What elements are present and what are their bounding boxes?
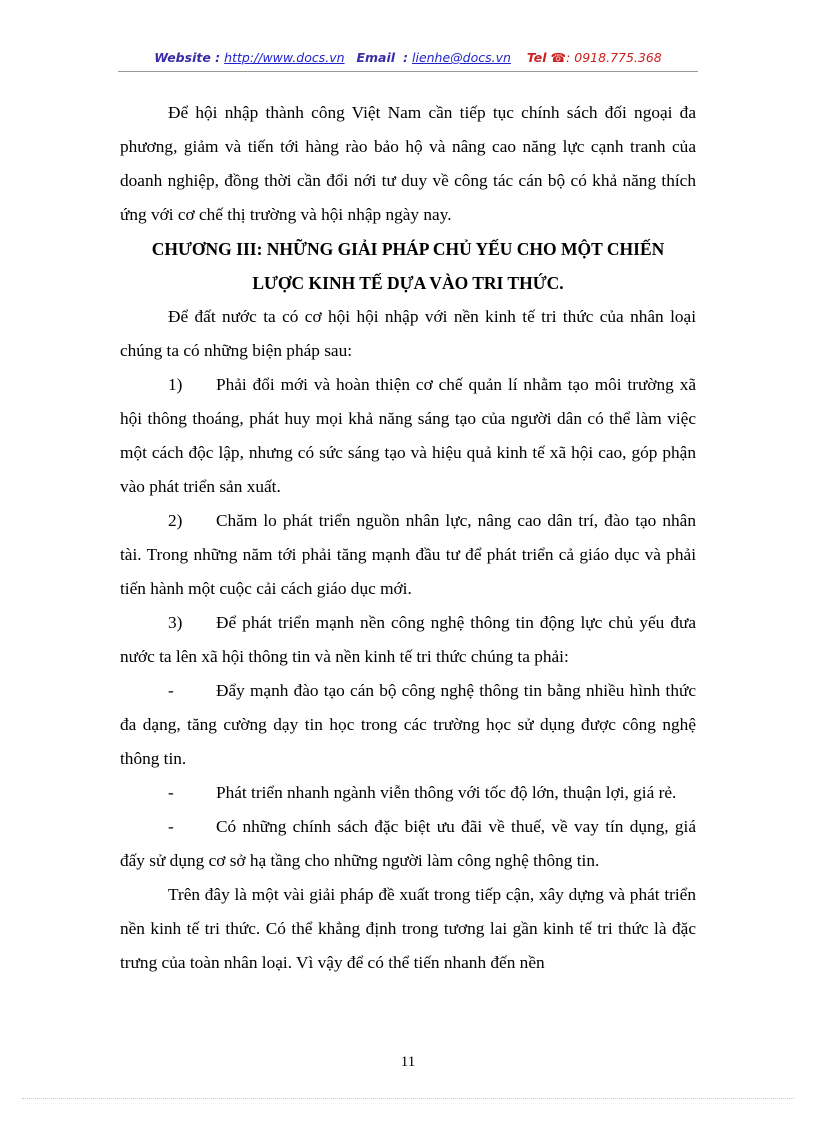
email-label: Email (356, 50, 396, 65)
phone-icon: ☎ (550, 50, 567, 65)
list-marker: 1) (168, 375, 183, 394)
website-label: Website : (154, 50, 221, 65)
tel-label: Tel (526, 50, 547, 65)
list-item (120, 368, 696, 504)
bullet-marker: - (168, 817, 174, 836)
bullet-text: Phát triển nhanh ngành viễn thông với tốc độ lớn, thuận lợi, giá rẻ. (216, 783, 677, 802)
bullet-text: Đẩy mạnh đào tạo cán bộ công nghệ thông tin bằng nhiều hình thức đa dạng, tăng cường dạy tin học trong các trường học sử dụng được công nghệ thông tin. (120, 681, 696, 768)
bullet-marker: - (168, 783, 174, 802)
list-marker: 2) (168, 511, 183, 530)
page-number: 11 (400, 1054, 416, 1070)
paragraph-conclusion: Trên đây là một vài giải pháp đề xuất trong tiếp cận, xây dựng và phát triển nền kinh tế tri thức. Có thể khẳng định trong tương lai gần kinh tế tri thức là đặc trưng của toàn nhân loại. Vì vậy để có thể tiến nhanh đến nền (120, 885, 696, 972)
bullet-item (120, 810, 696, 878)
list-marker: 3) (168, 613, 183, 632)
website-link[interactable]: http://www.docs.vn (224, 50, 345, 65)
list-item-text: Phải đổi mới và hoàn thiện cơ chế quản lí nhằm tạo môi trường xã hội thông thoáng, phát huy mọi khả năng sáng tạo của người dân có thể làm việc một cách độc lập, nhưng có sức sáng tạo và hiệu quả kinh tế xã hội cao, góp phận vào phát triển sản xuất. (120, 375, 696, 496)
list-item-text: Chăm lo phát triển nguồn nhân lực, nâng cao dân trí, đào tạo nhân tài. Trong những năm tới phải tăng mạnh đầu tư để phát triển cả giáo dục và phải tiến hành một cuộc cải cách giáo dục mới. (120, 511, 696, 598)
list-item-text: Để phát triển mạnh nền công nghệ thông tin động lực chủ yếu đưa nước ta lên xã hội thông tin và nền kinh tế tri thức chúng ta phải: (120, 613, 696, 666)
tel-value: : 0918.775.368 (566, 50, 662, 65)
bullet-item (120, 776, 696, 810)
email-separator: : (403, 50, 409, 65)
page-header (120, 50, 696, 65)
list-item (120, 504, 696, 606)
list-item (120, 606, 696, 674)
email-link[interactable]: lienhe@docs.vn (412, 50, 511, 65)
document-body (120, 96, 696, 980)
bullet-marker: - (168, 681, 174, 700)
bullet-item (120, 674, 696, 776)
paragraph-intro: Để hội nhập thành công Việt Nam cần tiếp tục chính sách đối ngoại đa phương, giảm và tiến tới hàng rào bảo hộ và nâng cao năng lực cạnh tranh của doanh nghiệp, đồng thời cần đổi nới tư duy về công tác cán bộ có khả năng thích ứng với cơ chế thị trường và hội nhập ngày nay. (120, 103, 696, 224)
chapter-title-line-2: LƯỢC KINH TẾ DỰA VÀO TRI THỨC. (252, 273, 564, 293)
chapter-title-line-1: CHƯƠNG III: NHỮNG GIẢI PHÁP CHỦ YẾU CHO MỘT CHIẾN (151, 239, 665, 259)
page-boundary (22, 1098, 794, 1099)
bullet-text: Có những chính sách đặc biệt ưu đãi về thuế, về vay tín dụng, giá đấy sử dụng cơ sở hạ tầng cho những người làm công nghệ thông tin. (120, 817, 696, 870)
paragraph-measures-intro: Để đất nước ta có cơ hội hội nhập với nền kinh tế tri thức của nhân loại chúng ta có những biện pháp sau: (120, 307, 696, 360)
header-divider (118, 71, 698, 72)
